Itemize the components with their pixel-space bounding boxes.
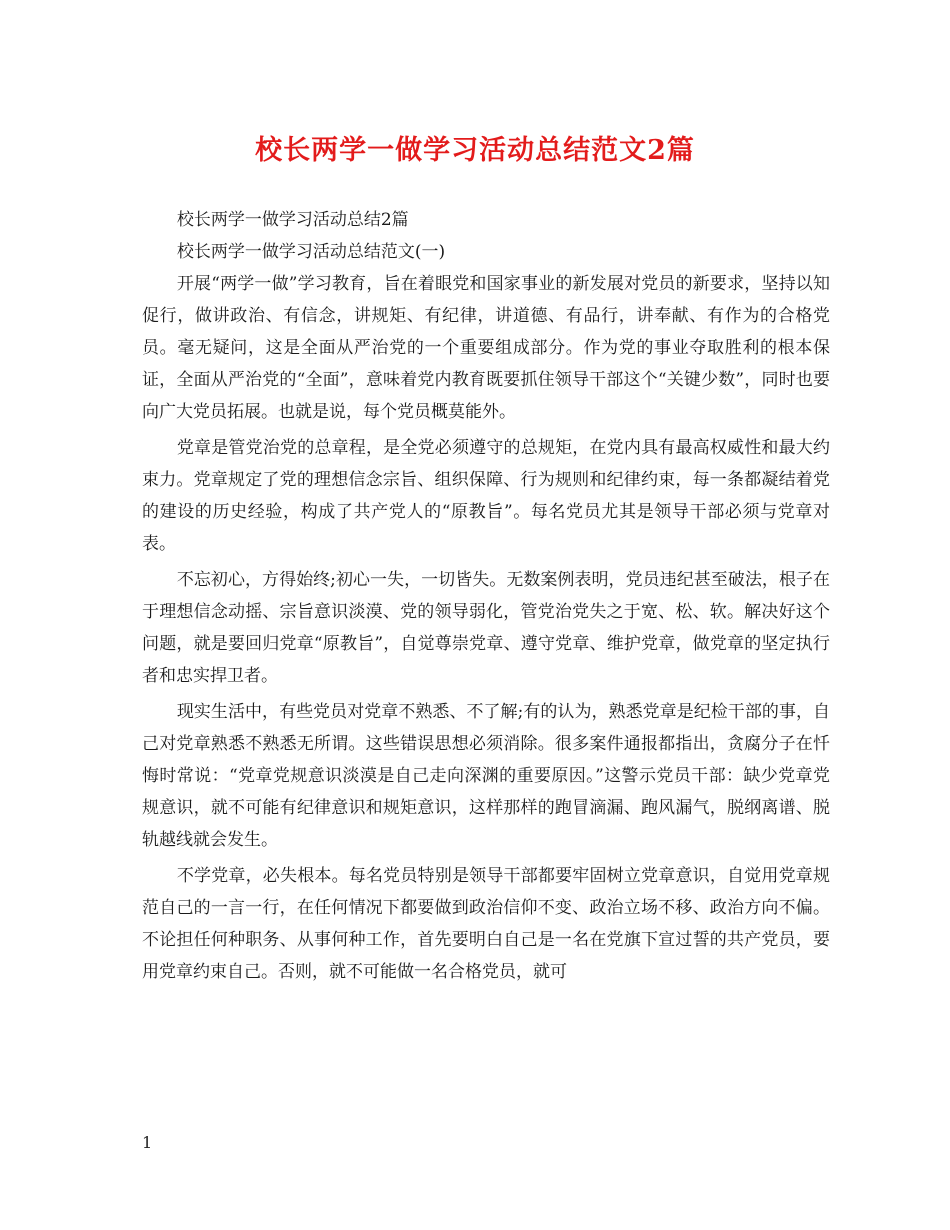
page-number: 1	[142, 1133, 153, 1152]
document-title: 校长两学一做学习活动总结范文2篇	[255, 135, 695, 166]
document-body	[142, 204, 830, 992]
subtitle-line: 校长两学一做学习活动总结2篇	[176, 210, 409, 230]
body-paragraph: 现实生活中，有些党员对党章不熟悉、不了解;有的认为，熟悉党章是纪检干部的事，自己对党章熟悉不熟悉无所谓。这些错误思想必须消除。很多案件通报都指出，贪腐分子在忏悔时常说：“党章党规意识淡漠是自己走向深渊的重要原因。”这警示党员干部：缺少党章党规意识，就不可能有纪律意识和规矩意识，这样那样的跑冒滴漏、跑风漏气，脱纲离谱、脱轨越线就会发生。	[142, 702, 830, 850]
body-paragraph: 开展“两学一做”学习教育，旨在着眼党和国家事业的新发展对党员的新要求，坚持以知促行，做讲政治、有信念，讲规矩、有纪律，讲道德、有品行，讲奉献、有作为的合格党员。毫无疑问，这是全面从严治党的一个重要组成部分。作为党的事业夺取胜利的根本保证，全面从严治党的“全面”，意味着党内教育既要抓住领导干部这个“关键少数”，同时也要向广大党员拓展。也就是说，每个党员概莫能外。	[142, 274, 830, 422]
body-paragraph: 不忘初心，方得始终;初心一失，一切皆失。无数案例表明，党员违纪甚至破法，根子在于理想信念动摇、宗旨意识淡漠、党的领导弱化，管党治党失之于宽、松、软。解决好这个问题，就是要回归党章“原教旨”，自觉尊崇党章、遵守党章、维护党章，做党章的坚定执行者和忠实捍卫者。	[142, 570, 830, 686]
body-paragraph: 不学党章，必失根本。每名党员特别是领导干部都要牢固树立党章意识，自觉用党章规范自己的一言一行，在任何情况下都要做到政治信仰不变、政治立场不移、政治方向不偏。不论担任何种职务、从事何种工作，首先要明白自己是一名在党旗下宣过誓的共产党员，要用党章约束自己。否则，就不可能做一名合格党员，就可	[142, 866, 830, 982]
body-paragraph: 党章是管党治党的总章程，是全党必须遵守的总规矩，在党内具有最高权威性和最大约束力。党章规定了党的理想信念宗旨、组织保障、行为规则和纪律约束，每一条都凝结着党的建设的历史经验，构成了共产党人的“原教旨”。每名党员尤其是领导干部必须与党章对表。	[142, 438, 830, 554]
section-heading: 校长两学一做学习活动总结范文(一)	[176, 242, 446, 262]
